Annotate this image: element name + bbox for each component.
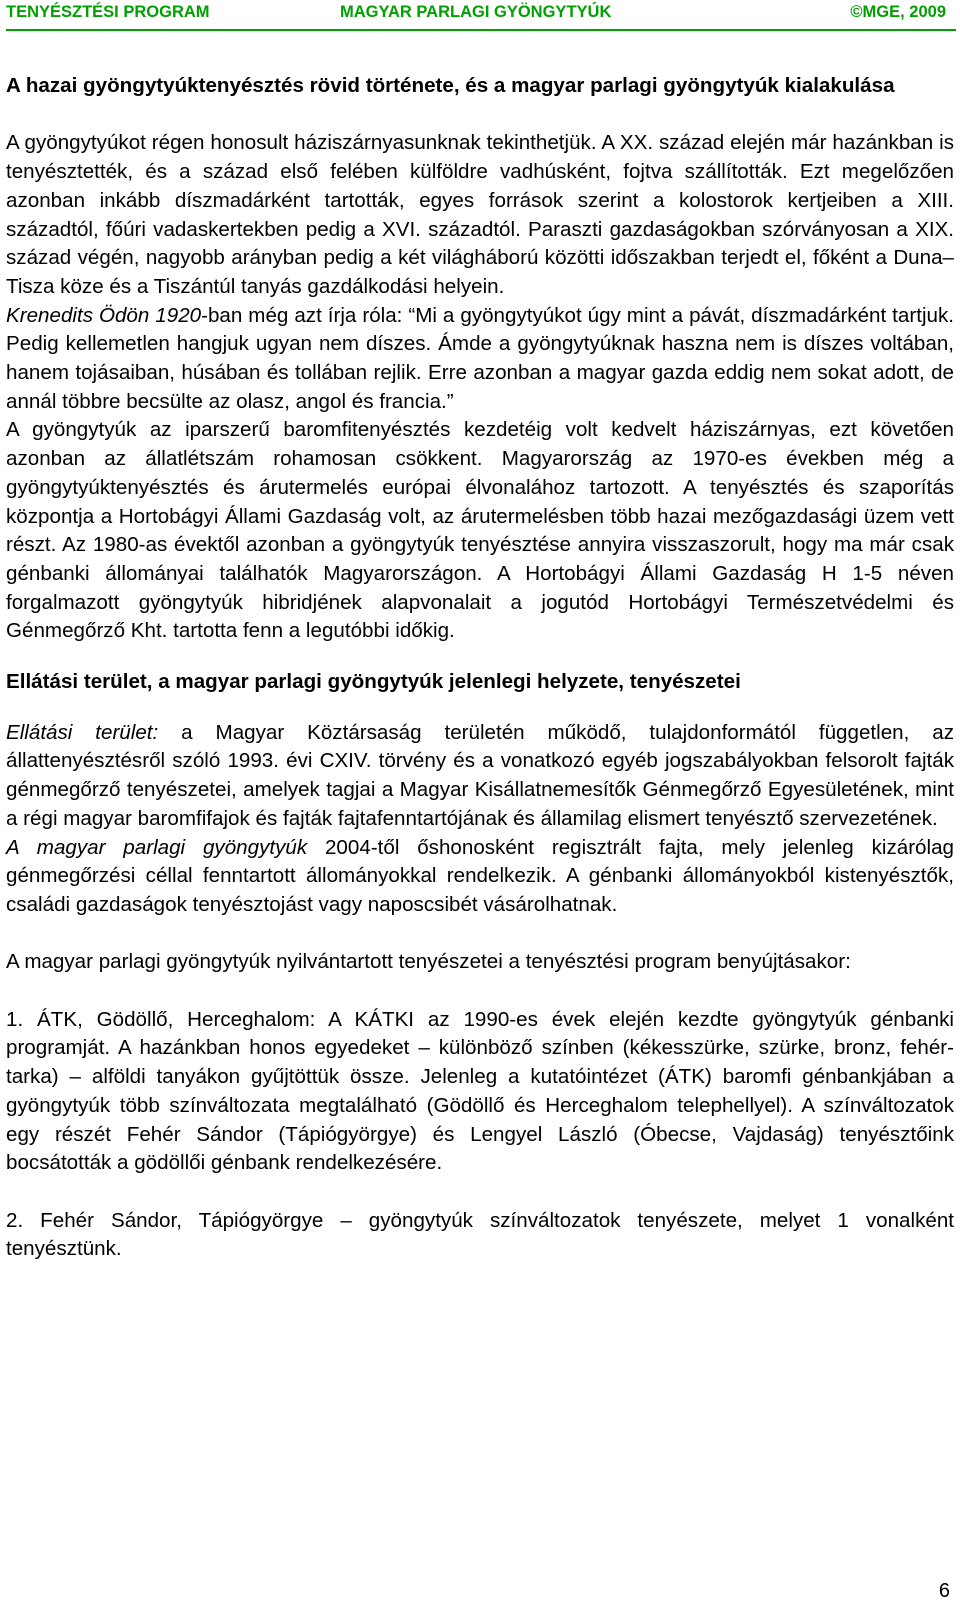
supply-area-label: Ellátási terület: <box>6 720 159 744</box>
farm-list-item-1: 1. ÁTK, Gödöllő, Herceghalom: A KÁTKI az 1990-es évek elején kezdte gyöngytyúk génbanki programját. A hazánkban honos egyedeket – különböző színben (kékesszürke, szürke, bronz, fehér-tarka) – alföldi tanyákon gyűjtöttük össze. Jelenleg a kutatóintézet (ÁTK) baromfi génbankjában a gyöngytyúk több színváltozata megtalálható (Gödöllő és Herceghalom telephellyel). A színváltozatok egy részét Fehér Sándor (Tápiógyörgye) és Lengyel László (Óbecse, Vajdaság) tenyésztőink bocsátották a gödöllői génbank rendelkezésére. <box>6 1007 954 1175</box>
history-paragraph-1: A gyöngytyúkot régen honosult háziszárnyasunknak tekinthetjük. A XX. század elején már hazánkban is tenyésztették, és a század első felében külföldre vadhúsként, fojtva szállították. Ezt megelőzően azonban inkább díszmadárként tartották, egyes források szerint a kolostorok kertjeiben a XIII. századtól, főúri vadaskertekben pedig a XVI. századtól. Paraszti gazdaságokban szórványosan a XIX. század végén, nagyobb arányban pedig a két világháború közötti időszakban terjedt el, főként a Duna–Tisza köze és a Tiszántúl tanyás gazdálkodási helyein. <box>6 131 954 298</box>
section-history-title: A hazai gyöngytyúktenyésztés rövid története, és a magyar parlagi gyöngytyúk kialakulása <box>6 74 895 97</box>
supply-paragraph-2 <box>6 834 954 920</box>
page-number: 6 <box>938 1580 950 1602</box>
quote-author: Krenedits Ödön 1920 <box>6 303 202 327</box>
breed-status-text: 2004-től őshonosként regisztrált fajta, mely jelenleg kizárólag génmegőrzési céllal fenntartott állományokkal rendelkezik. A génbanki állományokból kistenyésztők, családi gazdaságok tenyésztojást vagy naposcsibét vásárolhatnak. <box>6 835 954 916</box>
header-program-label: TENYÉSZTÉSI PROGRAM <box>6 3 210 21</box>
section-supply-title: Ellátási terület, a magyar parlagi gyöngytyúk jelenlegi helyzete, tenyészetei <box>6 670 741 694</box>
supply-paragraph-1 <box>6 719 954 834</box>
header-breed-label: MAGYAR PARLAGI GYÖNGYTYÚK <box>340 3 612 21</box>
history-paragraph-3: A gyöngytyúk az iparszerű baromfitenyésztés kezdetéig volt kedvelt háziszárnyas, ezt követően azonban az állatlétszám rohamosan csökkent. Magyarország az 1970-es években még a gyöngytyúktenyésztés és árutermelés európai élvonalához tartozott. A tenyésztés és szaporítás központja a Hortobágyi Állami Gazdaság volt, az árutermelésben több hazai mezőgazdasági üzem vett részt. Az 1980-as évektől azonban a gyöngytyúk tenyésztése annyira visszaszorult, hogy ma már csak génbanki állományai találhatók Magyarországon. A Hortobágyi Állami Gazdaság H 1-5 néven forgalmazott gyöngytyúk hibridjének alapvonalait a jogutód Hortobágyi Természetvédelmi és Génmegőrző Kht. tartotta fenn a legutóbbi időkig. <box>6 418 954 643</box>
breed-name-label: A magyar parlagi gyöngytyúk <box>6 835 308 859</box>
page-header <box>0 0 960 30</box>
header-copyright: ©MGE, 2009 <box>850 3 946 21</box>
farm-list-item-2: 2. Fehér Sándor, Tápiógyörgye – gyöngytyúk színváltozatok tenyészete, melyet 1 vonalként tenyésztünk. <box>6 1208 954 1261</box>
document-body <box>6 72 954 1264</box>
header-divider <box>6 29 956 31</box>
quote-text: -ban még azt írja róla: “Mi a gyöngytyúkot úgy mint a pávát, díszmadárként tartjuk. Pedig kellemetlen hangjuk ugyan nem díszes. Ámde a gyöngytyúknak haszna nem is díszes voltában, hanem tojásaiban, húsában és tollában rejlik. Erre azonban a magyar gazda eddig nem sokat adott, de annál többre becsülte az olasz, angol és francia.” <box>6 303 954 413</box>
supply-area-text: a Magyar Köztársaság területén működő, tulajdonformától független, az állattenyésztésről szóló 1993. évi CXIV. törvény és a vonatkozó egyéb jogszabályokban felsorolt fajták génmegőrző tenyészetei, amelyek tagjai a Magyar Kisállatnemesítők Génmegőrző Egyesületének, mint a régi magyar baromfifajok és fajták fajtafenntartójának és államilag elismert tenyésztő szervezetének. <box>6 720 954 830</box>
history-quote-paragraph <box>6 302 954 417</box>
registered-farms-intro: A magyar parlagi gyöngytyúk nyilvántartott tenyészetei a tenyésztési program benyújtásakor: <box>6 950 851 974</box>
